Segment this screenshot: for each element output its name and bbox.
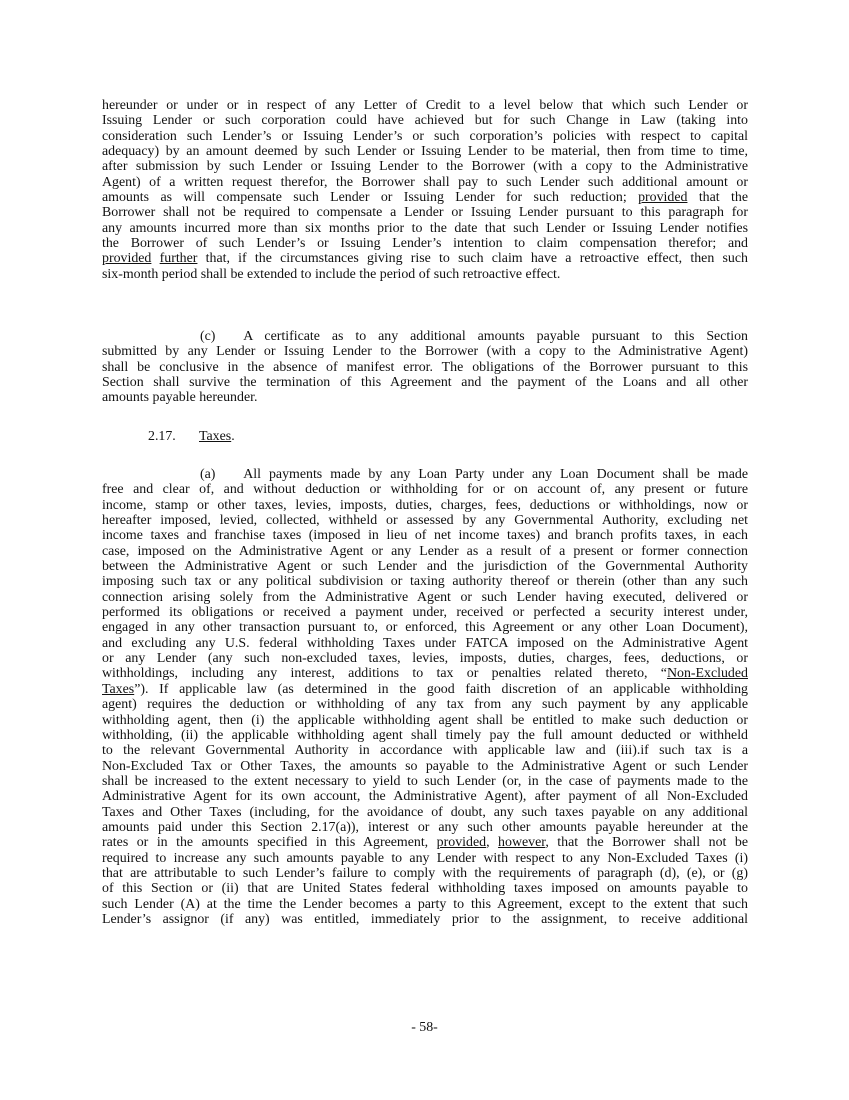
text-line: withholdings, including any interest, additions to tax or penalties related thereto, “Non-Excluded <box>102 666 748 682</box>
defined-term: provided <box>102 251 152 267</box>
text-line: Lender’s assignor (if any) was entitled, immediately prior to the assignment, to receive additional <box>102 911 748 927</box>
paragraph-a <box>102 467 748 927</box>
text-line: Non-Excluded Tax or Other Taxes, the amounts so payable to the Administrative Agent or such Lender <box>102 758 748 774</box>
section-title-suffix: . <box>231 429 235 444</box>
text-line: withholding, (ii) the applicable withholding agent shall timely pay the full amount deducted or withheld <box>102 727 748 743</box>
text-line: (c) A certificate as to any additional amounts payable pursuant to this Section <box>200 329 748 344</box>
text-line: hereafter imposed, levied, collected, withheld or assessed by any Governmental Authority, excluding net <box>102 513 748 529</box>
defined-term: however <box>498 835 546 851</box>
defined-term: Non-Excluded <box>666 666 748 682</box>
text-line: the Borrower of such Lender’s or Issuing Lender’s intention to claim compensation therefor; and <box>102 236 748 252</box>
text-line: provided further that, if the circumstances giving rise to such claim have a retroactive effect, then such <box>102 251 748 267</box>
text-line: connection arising solely from the Administrative Agent or such Lender having executed, delivered or <box>102 589 748 605</box>
text-line: case, imposed on the Administrative Agent or any Lender as a result of a present or former connection <box>102 543 748 559</box>
text-line: shall be conclusive in the absence of manifest error. The obligations of the Borrower pursuant to this <box>102 359 748 375</box>
text-line: submitted by any Lender or Issuing Lender to the Borrower (with a copy to the Administrative Agent) <box>102 344 748 360</box>
text-line: Taxes”). If applicable law (as determined in the good faith discretion of an applicable withholding <box>102 681 748 697</box>
text-line: between the Administrative Agent or such Lender and the jurisdiction of the Governmental Authority <box>102 559 748 575</box>
section-number: 2.17. <box>148 429 176 444</box>
text-line: Agent) of a written request therefor, the Borrower shall pay to such Lender such additional amount or <box>102 174 748 190</box>
text-line: or any Lender (any such non-excluded taxes, levies, imposts, duties, charges, fees, deductions, or <box>102 651 748 667</box>
text-line: that are attributable to such Lender’s failure to comply with the requirements of paragraph (d), (e), or (g) <box>102 865 748 881</box>
text-line: after submission by such Lender or Issuing Lender to the Borrower (with a copy to the Administrative <box>102 159 748 175</box>
text-line: agent) requires the deduction or withholding of any tax from any such payment by any applicable <box>102 697 748 713</box>
text-line: amounts as will compensate such Lender or Issuing Lender for such reduction; provided that the <box>102 190 748 206</box>
text-line: required to increase any such amounts payable to any Lender with respect to any Non-Excluded Taxes (i) <box>102 850 748 866</box>
text-line: engaged in any other transaction pursuant to, or enforced, this Agreement or any other Loan Document), <box>102 620 748 636</box>
text-line: income taxes and franchise taxes (imposed in lieu of net income taxes) and branch profits taxes, in each <box>102 528 748 544</box>
paragraph-b-continued <box>102 98 748 282</box>
text-line: amounts payable hereunder. <box>102 390 258 406</box>
section-title: Taxes <box>199 429 232 444</box>
text-line: hereunder or under or in respect of any Letter of Credit to a level below that which such Lender or <box>102 98 748 113</box>
text-line: amounts paid under this Section 2.17(a)), interest or any such other amounts payable hereunder at the <box>102 819 748 835</box>
defined-term: provided <box>638 190 688 206</box>
text-line: withholding agent, then (i) the applicable withholding agent shall be entitled to make such deduction or <box>102 712 748 728</box>
text-line: and excluding any U.S. federal withholding Taxes under FATCA imposed on the Administrative Agent <box>102 635 748 651</box>
paragraph-c <box>102 329 748 406</box>
text-line: such Lender (A) at the time the Lender becomes a party to this Agreement, except to the extent that such <box>102 896 748 912</box>
text-line: Borrower shall not be required to compensate a Lender or Issuing Lender pursuant to this paragraph for <box>102 205 748 221</box>
defined-term: further <box>159 251 198 267</box>
text-line: Section shall survive the termination of this Agreement and the payment of the Loans and all other <box>102 375 748 391</box>
text-line: of this Section or (ii) that are United States federal withholding taxes imposed on amounts payable to <box>102 881 748 897</box>
text-line: imposing such tax or any political subdivision or taxing authority thereof or therein (other than any such <box>102 574 748 590</box>
text-line: Administrative Agent for its own account, the Administrative Agent), after payment of all Non-Excluded <box>102 789 748 805</box>
defined-term: provided <box>436 835 487 851</box>
text-line: rates or in the amounts specified in this Agreement, provided, however, that the Borrower shall not be <box>102 835 748 851</box>
section-heading <box>148 429 235 444</box>
text-line: Issuing Lender or such corporation could have achieved but for such Change in Law (taking into <box>102 113 748 129</box>
text-line: Taxes and Other Taxes (including, for the avoidance of doubt, any such taxes payable on any additional <box>102 804 748 820</box>
text-line: shall be increased to the extent necessary to yield to such Lender (or, in the case of payments made to the <box>102 773 748 789</box>
text-line: consideration such Lender’s or Issuing Lender’s or such corporation’s policies with respect to capital <box>102 128 748 144</box>
text-line: performed its obligations or received a payment under, received or perfected a security interest under, <box>102 605 748 621</box>
text-line: (a) All payments made by any Loan Party under any Loan Document shall be made <box>200 467 748 482</box>
defined-term: Taxes <box>102 681 135 697</box>
page-number: - 58- <box>411 1020 438 1035</box>
text-line: free and clear of, and without deduction or withholding for or on account of, any present or future <box>102 482 748 498</box>
text-line: six-month period shall be extended to include the period of such retroactive effect. <box>102 266 561 282</box>
text-line: to the relevant Governmental Authority in accordance with applicable law and (iii).if such tax is a <box>102 743 748 759</box>
text-line: any amounts incurred more than six months prior to the date that such Lender or Issuing Lender notifies <box>102 220 748 236</box>
text-line: income, stamp or other taxes, levies, imposts, duties, charges, fees, deductions or withholdings, now or <box>102 497 748 513</box>
text-line: adequacy) by an amount deemed by such Lender or Issuing Lender to be material, then from time to time, <box>102 144 748 160</box>
